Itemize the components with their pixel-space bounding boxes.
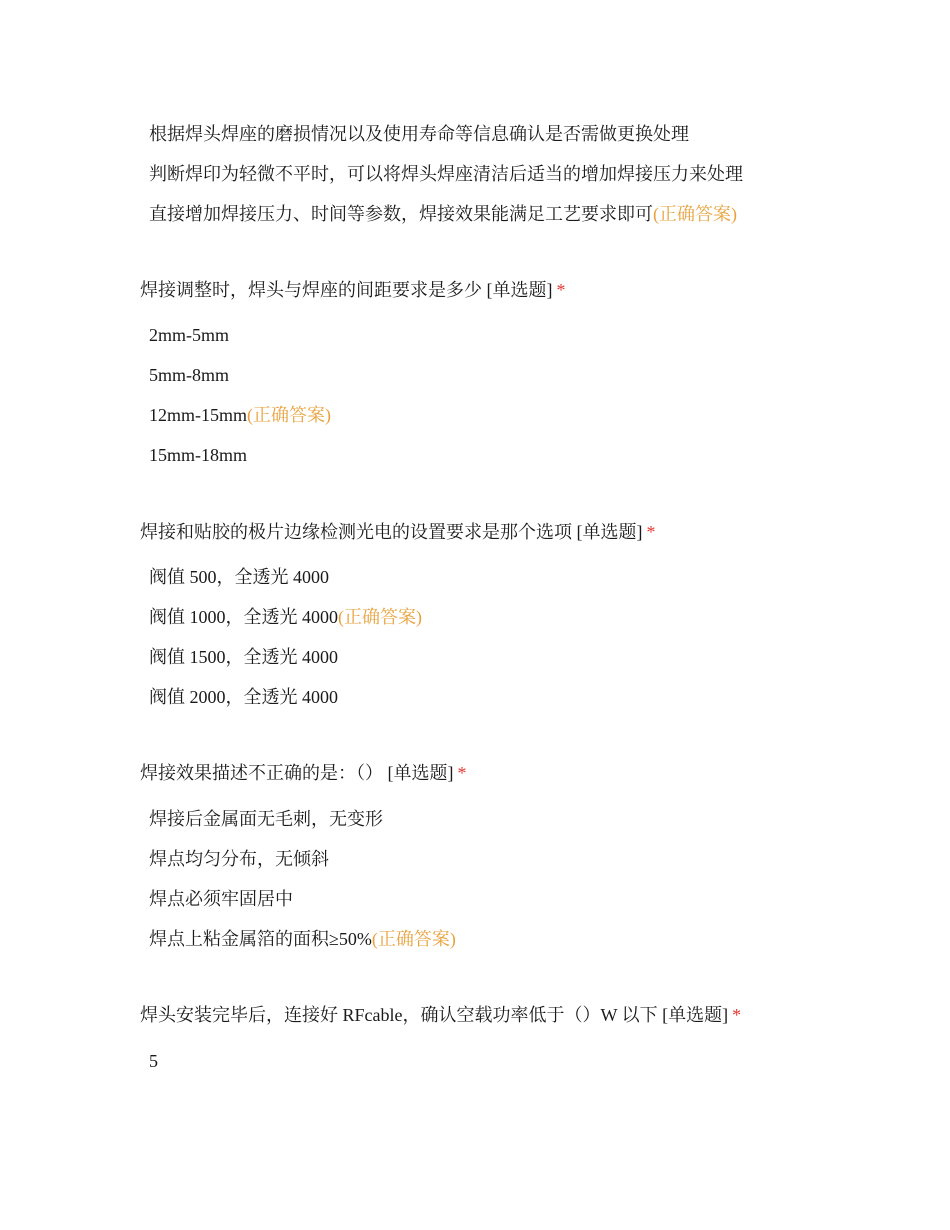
option-item[interactable] — [149, 162, 743, 186]
question-text: 焊接和贴胶的极片边缘检测光电的设置要求是那个选项 [单选题] — [140, 522, 643, 542]
option-text: 焊接后金属面无毛刺，无变形 — [149, 809, 383, 829]
question-title — [140, 1003, 741, 1027]
option-text: 阀值 2000，全透光 4000 — [149, 687, 338, 707]
option-item[interactable] — [149, 122, 689, 146]
question-text: 焊头安装完毕后，连接好 RFcable，确认空载功率低于（）W 以下 [单选题] — [140, 1005, 729, 1025]
required-mark: * — [457, 763, 467, 783]
option-text: 2mm-5mm — [149, 325, 229, 345]
option-text: 阀值 500，全透光 4000 — [149, 567, 329, 587]
option-item[interactable] — [149, 847, 329, 871]
correct-answer-tag: (正确答案) — [247, 405, 331, 425]
option-item[interactable] — [149, 887, 293, 911]
correct-answer-tag: (正确答案) — [371, 929, 456, 949]
option-text: 12mm-15mm — [149, 405, 247, 425]
option-text: 判断焊印为轻微不平时，可以将焊头焊座清洁后适当的增加焊接压力来处理 — [149, 164, 743, 184]
correct-answer-tag: (正确答案) — [653, 204, 737, 224]
option-item[interactable] — [149, 927, 456, 951]
option-item[interactable] — [149, 685, 338, 709]
option-text: 15mm-18mm — [149, 445, 247, 465]
option-item[interactable] — [149, 645, 338, 669]
option-item[interactable] — [149, 403, 331, 427]
question-title — [140, 278, 566, 302]
option-text: 阀值 1500，全透光 4000 — [149, 647, 338, 667]
option-text: 焊点必须牢固居中 — [149, 889, 293, 909]
option-text: 5mm-8mm — [149, 365, 229, 385]
option-text: 5 — [149, 1051, 158, 1071]
option-text: 阀值 1000，全透光 4000 — [149, 607, 338, 627]
option-text: 焊点均匀分布，无倾斜 — [149, 849, 329, 869]
required-mark: * — [556, 280, 566, 300]
option-text: 焊点上粘金属箔的面积≥50% — [149, 929, 372, 949]
required-mark: * — [732, 1005, 742, 1025]
option-item[interactable] — [149, 443, 247, 467]
option-item[interactable] — [149, 807, 383, 831]
option-text: 直接增加焊接压力、时间等参数，焊接效果能满足工艺要求即可 — [149, 204, 653, 224]
question-title — [140, 520, 656, 544]
option-item[interactable] — [149, 605, 422, 629]
option-item[interactable] — [149, 323, 229, 347]
correct-answer-tag: (正确答案) — [338, 607, 422, 627]
option-item[interactable] — [149, 363, 229, 387]
option-item[interactable] — [149, 202, 737, 226]
option-text: 根据焊头焊座的磨损情况以及使用寿命等信息确认是否需做更换处理 — [149, 124, 689, 144]
question-title — [140, 761, 467, 785]
question-text: 焊接调整时，焊头与焊座的间距要求是多少 [单选题] — [140, 280, 553, 300]
question-text: 焊接效果描述不正确的是：（） [单选题] — [140, 763, 454, 783]
option-item[interactable] — [149, 1049, 158, 1073]
required-mark: * — [646, 522, 656, 542]
option-item[interactable] — [149, 565, 329, 589]
